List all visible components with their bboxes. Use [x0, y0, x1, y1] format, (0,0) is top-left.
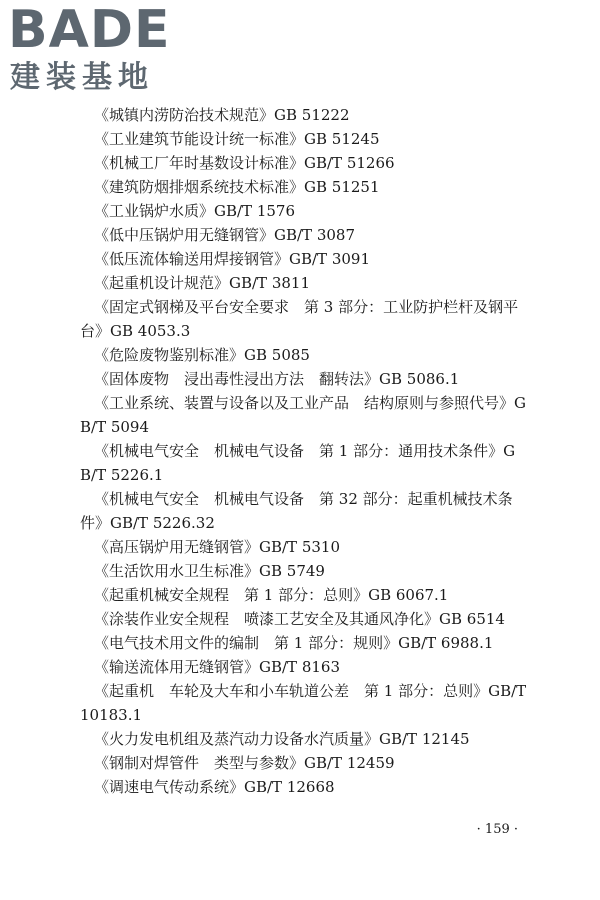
list-item: 《固体废物 浸出毒性浸出方法 翻转法》GB 5086.1: [94, 370, 460, 388]
watermark-latin: BADE: [8, 0, 171, 60]
standards-list: [80, 103, 530, 799]
list-item: 《建筑防烟排烟系统技术标准》GB 51251: [94, 178, 380, 196]
list-item: 《危险废物鉴别标准》GB 5085: [94, 346, 310, 364]
list-item: 《电气技术用文件的编制 第 1 部分：规则》GB/T 6988.1: [94, 634, 494, 652]
list-item: 《火力发电机组及蒸汽动力设备水汽质量》GB/T 12145: [94, 730, 470, 748]
list-item: 《机械电气安全 机械电气设备 第 1 部分：通用技术条件》GB/T 5226.1: [80, 442, 516, 484]
list-item: 《高压锅炉用无缝钢管》GB/T 5310: [94, 538, 341, 556]
list-item: 《起重机设计规范》GB/T 3811: [94, 274, 311, 292]
list-item: 《城镇内涝防治技术规范》GB 51222: [94, 106, 350, 124]
list-item: 《调速电气传动系统》GB/T 12668: [94, 778, 335, 796]
list-item: 《低中压锅炉用无缝钢管》GB/T 3087: [94, 226, 356, 244]
list-item: 《生活饮用水卫生标准》GB 5749: [94, 562, 325, 580]
list-item: 《输送流体用无缝钢管》GB/T 8163: [94, 658, 341, 676]
list-item: 《起重机 车轮及大车和小车轨道公差 第 1 部分：总则》GB/T 10183.1: [80, 682, 527, 724]
watermark-cjk: 建装基地: [10, 60, 154, 95]
list-item: 《机械工厂年时基数设计标准》GB/T 51266: [94, 154, 395, 172]
list-item: 《低压流体输送用焊接钢管》GB/T 3091: [94, 250, 371, 268]
list-item: 《钢制对焊管件 类型与参数》GB/T 12459: [94, 754, 395, 772]
list-item: 《工业系统、装置与设备以及工业产品 结构原则与参照代号》GB/T 5094: [80, 394, 526, 436]
list-item: 《固定式钢梯及平台安全要求 第 3 部分：工业防护栏杆及钢平台》GB 4053.3: [80, 298, 519, 340]
page-number: · 159 ·: [476, 822, 518, 837]
watermark-logo: [8, 0, 178, 96]
list-item: 《工业建筑节能设计统一标准》GB 51245: [94, 130, 380, 148]
list-item: 《涂装作业安全规程 喷漆工艺安全及其通风净化》GB 6514: [94, 610, 505, 628]
list-item: 《工业锅炉水质》GB/T 1576: [94, 202, 296, 220]
list-item: 《起重机械安全规程 第 1 部分：总则》GB 6067.1: [94, 586, 449, 604]
list-item: 《机械电气安全 机械电气设备 第 32 部分：起重机械技术条件》GB/T 5226.32: [80, 490, 513, 532]
